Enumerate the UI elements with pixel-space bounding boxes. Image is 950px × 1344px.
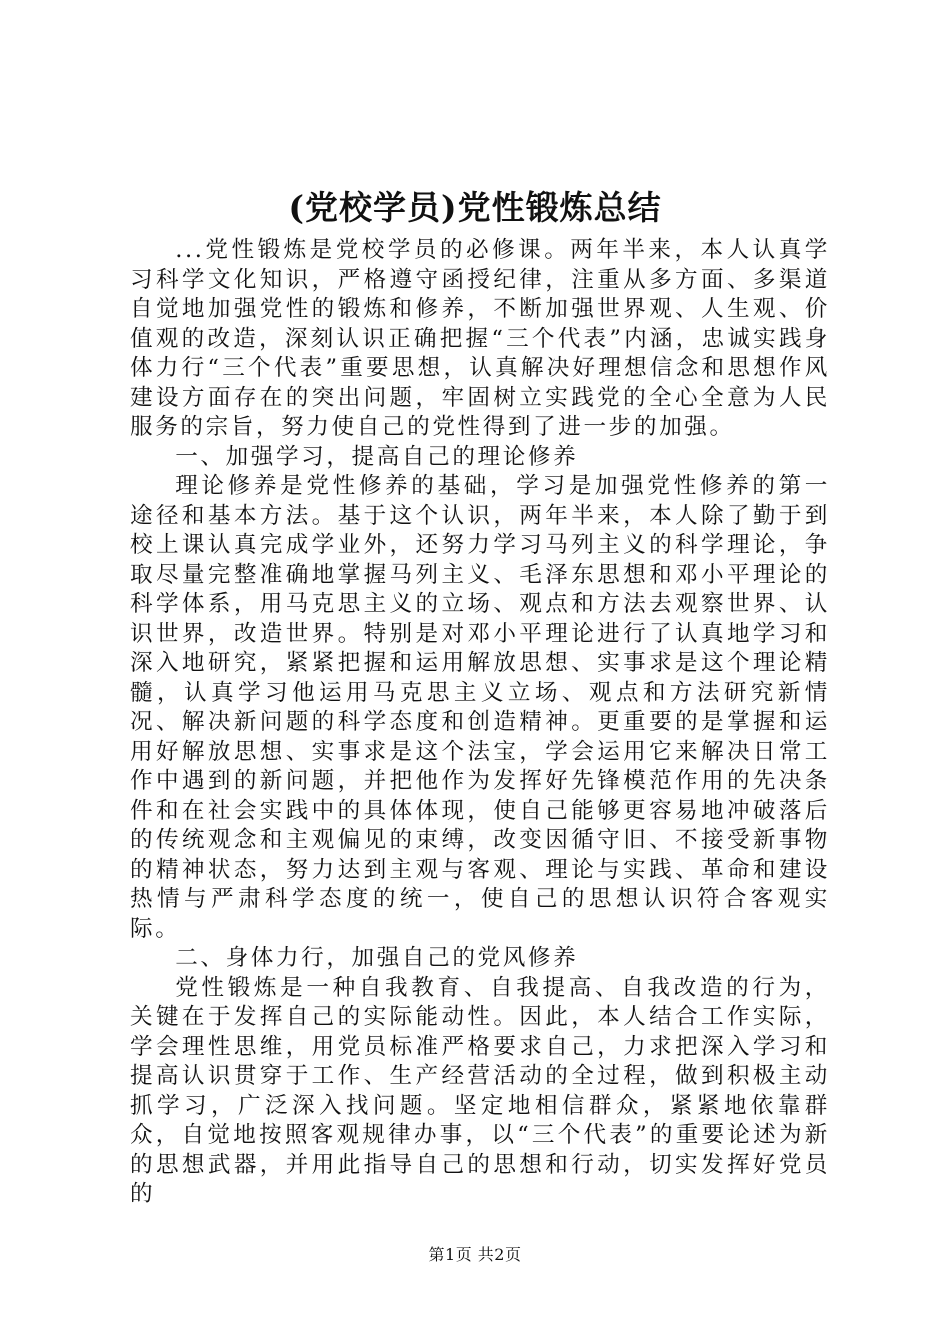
section-heading-2: 二、身体力行，加强自己的党风修养	[175, 945, 579, 971]
page-number-footer: 第1页 共2页	[428, 1245, 522, 1264]
document-body	[130, 236, 830, 1210]
intro-paragraph: ...党性锻炼是党校学员的必修课。两年半来，本人认真学习科学文化知识，严格遵守函授纪律，注重从多方面、多渠道自觉地加强党性的锻炼和修养，不断加强世界观、人生观、价值观的改造，深刻认识正确把握“三个代表”内涵，忠诚实践身体力行“三个代表”重要思想，认真解决好理想信念和思想作风建设方面存在的突出问题，牢固树立实践党的全心全意为人民服务的宗旨，努力使自己的党性得到了进一步的加强。	[130, 237, 830, 440]
section-1-paragraph: 理论修养是党性修养的基础，学习是加强党性修养的第一途径和基本方法。基于这个认识，两年半来，本人除了勤于到校上课认真完成学业外，还努力学习马列主义的科学理论，争取尽量完整准确地掌握马列主义、毛泽东思想和邓小平理论的科学体系，用马克思主义的立场、观点和方法去观察世界、认识世界，改造世界。特别是对邓小平理论进行了认真地学习和深入地研究，紧紧把握和运用解放思想、实事求是这个理论精髓，认真学习他运用马克思主义立场、观点和方法研究新情况、解决新问题的科学态度和创造精神。更重要的是掌握和运用好解放思想、实事求是这个法宝，学会运用它来解决日常工作中遇到的新问题，并把他作为发挥好先锋模范作用的先决条件和在社会实践中的具体体现，使自己能够更容易地冲破落后的传统观念和主观偏见的束缚，改变因循守旧、不接受新事物的精神状态，努力达到主观与客观、理论与实践、革命和建设热情与严肃科学态度的统一，使自己的思想认识符合客观实际。	[130, 473, 830, 942]
section-2-paragraph: 党性锻炼是一种自我教育、自我提高、自我改造的行为，关键在于发挥自己的实际能动性。因此，本人结合工作实际，学会理性思维，用党员标准严格要求自己，力求把深入学习和提高认识贯穿于工作、生产经营活动的全过程，做到积极主动抓学习，广泛深入找问题。坚定地相信群众，紧紧地依靠群众，自觉地按照客观规律办事，以“三个代表”的重要论述为新的思想武器，并用此指导自己的思想和行动，切实发挥好党员的	[130, 974, 830, 1207]
section-heading-1: 一、加强学习，提高自己的理论修养	[175, 443, 579, 470]
document-title: (党校学员)党性锻炼总结	[288, 188, 662, 227]
